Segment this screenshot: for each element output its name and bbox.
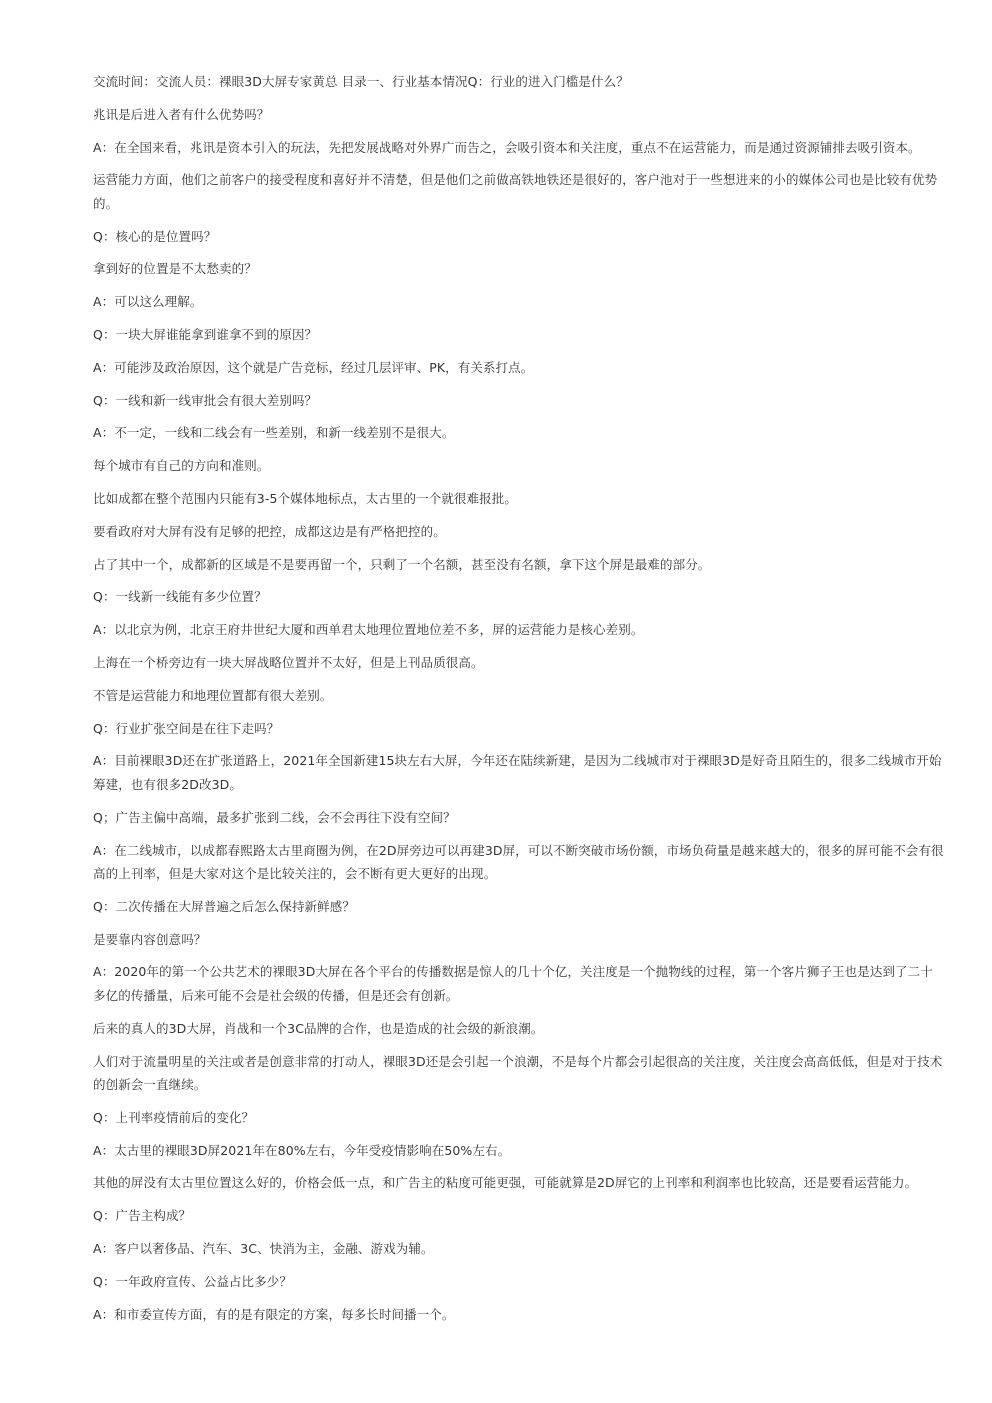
paragraph-text: 运营能力方面，他们之前客户的接受程度和喜好并不清楚，但是他们之前做高铁地铁还是很好的，客户池对于一些想进来的小的媒体公司也是比较有优势的。: [93, 172, 938, 211]
paragraph-answer: A：不一定，一线和二线会有一些差别，和新一线差别不是很大。: [93, 425, 455, 441]
paragraph-question: 兆讯是后进入者有什么优势吗？: [93, 106, 270, 122]
paragraph-question: Q：一年政府宣传、公益占比多少？: [93, 1273, 292, 1289]
paragraph-answer: A：在二线城市，以成都春熙路太古里商圈为例，在2D屏旁边可以再建3D屏，可以不断突破市场份额，市场负荷量是越来越大的，很多的屏可能不会有很高的上刊率，但是大家对这个是比较关注的，会不断有更大更好的出现。: [93, 842, 944, 882]
paragraph-question: Q；广告主偏中高端，最多扩张到二线，会不会再往下没有空间？: [93, 809, 456, 825]
paragraph-text: 上海在一个桥旁边有一块大屏战略位置并不太好，但是上刊品质很高。: [93, 655, 484, 671]
paragraph-meta-header: 交流时间：交流人员：裸眼3D大屏专家黄总 目录一、行业基本情况Q：行业的进入门槛是什么？: [93, 74, 629, 89]
paragraph-answer: A：目前裸眼3D还在扩张道路上，2021年全国新建15块左右大屏，今年还在陆续新建，是因为二线城市对于裸眼3D是好奇且陌生的，很多二线城市开始筹建，也有很多2D改3D。: [93, 753, 942, 792]
paragraph-question: Q：二次传播在大屏普遍之后怎么保持新鲜感？: [93, 898, 355, 914]
paragraph-answer: A：以北京为例，北京王府井世纪大厦和西单君太地理位置地位差不多，屏的运营能力是核心差别。: [93, 622, 644, 638]
paragraph-question: Q：核心的是位置吗？: [93, 228, 217, 244]
paragraph-answer: A：2020年的第一个公共艺术的裸眼3D大屏在各个平台的传播数据是惊人的几十个亿，关注度是一个抛物线的过程，第一个客片狮子王也是达到了二十多亿的传播量，后来可能不会是社会级的传播，但是还会有创新。: [93, 964, 933, 1003]
paragraph-answer: A：和市委宣传方面，有的是有限定的方案，每多长时间播一个。: [93, 1306, 455, 1322]
paragraph-text: 要看政府对大屏有没有足够的把控，成都这边是有严格把控的。: [93, 523, 446, 539]
paragraph-question: 是要靠内容创意吗？: [93, 931, 207, 947]
paragraph-answer: A：客户以奢侈品、汽车、3C、快消为主，金融、游戏为辅。: [93, 1241, 434, 1256]
paragraph-question: Q：广告主构成？: [93, 1208, 192, 1224]
paragraph-text: 不管是运营能力和地理位置都有很大差别。: [93, 687, 333, 703]
paragraph-text: 比如成都在整个范围内只能有3-5个媒体地标点，太古里的一个就很难报批。: [93, 491, 517, 507]
paragraph-answer: A：太古里的裸眼3D屏2021年在80%左右，今年受疫情影响在50%左右。: [93, 1142, 511, 1158]
paragraph-text: 占了其中一个，成都新的区域是不是要再留一个，只剩了一个名额，甚至没有名额，拿下这个屏是最难的部分。: [93, 556, 711, 572]
paragraph-question: 拿到好的位置是不太愁卖的？: [93, 261, 257, 277]
paragraph-text: 每个城市有自己的方向和准则。: [93, 458, 270, 474]
paragraph-text: 其他的屏没有太古里位置这么好的，价格会低一点，和广告主的粘度可能更强，可能就算是2D屏它的上刊率和利润率也比较高，还是要看运营能力。: [93, 1175, 918, 1191]
paragraph-question: Q：一块大屏谁能拿到谁拿不到的原因？: [93, 327, 318, 343]
paragraph-question: Q：行业扩张空间是在往下走吗？: [93, 720, 280, 736]
paragraph-text: 后来的真人的3D大屏，肖战和一个3C品牌的合作，也是造成的社会级的新浪潮。: [93, 1020, 544, 1036]
paragraph-answer: A：在全国来看，兆讯是资本引入的玩法，先把发展战略对外界广而告之，会吸引资本和关注度，重点不在运营能力，而是通过资源铺排去吸引资本。: [93, 139, 921, 155]
paragraph-question: Q：上刊率疫情前后的变化？: [93, 1109, 255, 1125]
paragraph-answer: A：可能涉及政治原因，这个就是广告竞标，经过几层评审、PK，有关系打点。: [93, 359, 534, 375]
document-page: [93, 70, 945, 1335]
paragraph-answer: A：可以这么理解。: [93, 294, 203, 310]
paragraph-text: 人们对于流量明星的关注或者是创意非常的打动人，裸眼3D还是会引起一个浪潮，不是每个片都会引起很高的关注度，关注度会高高低低，但是对于技术的创新会一直继续。: [93, 1053, 943, 1093]
paragraph-question: Q：一线新一线能有多少位置？: [93, 589, 267, 605]
paragraph-question: Q：一线和新一线审批会有很大差别吗？: [93, 392, 318, 408]
